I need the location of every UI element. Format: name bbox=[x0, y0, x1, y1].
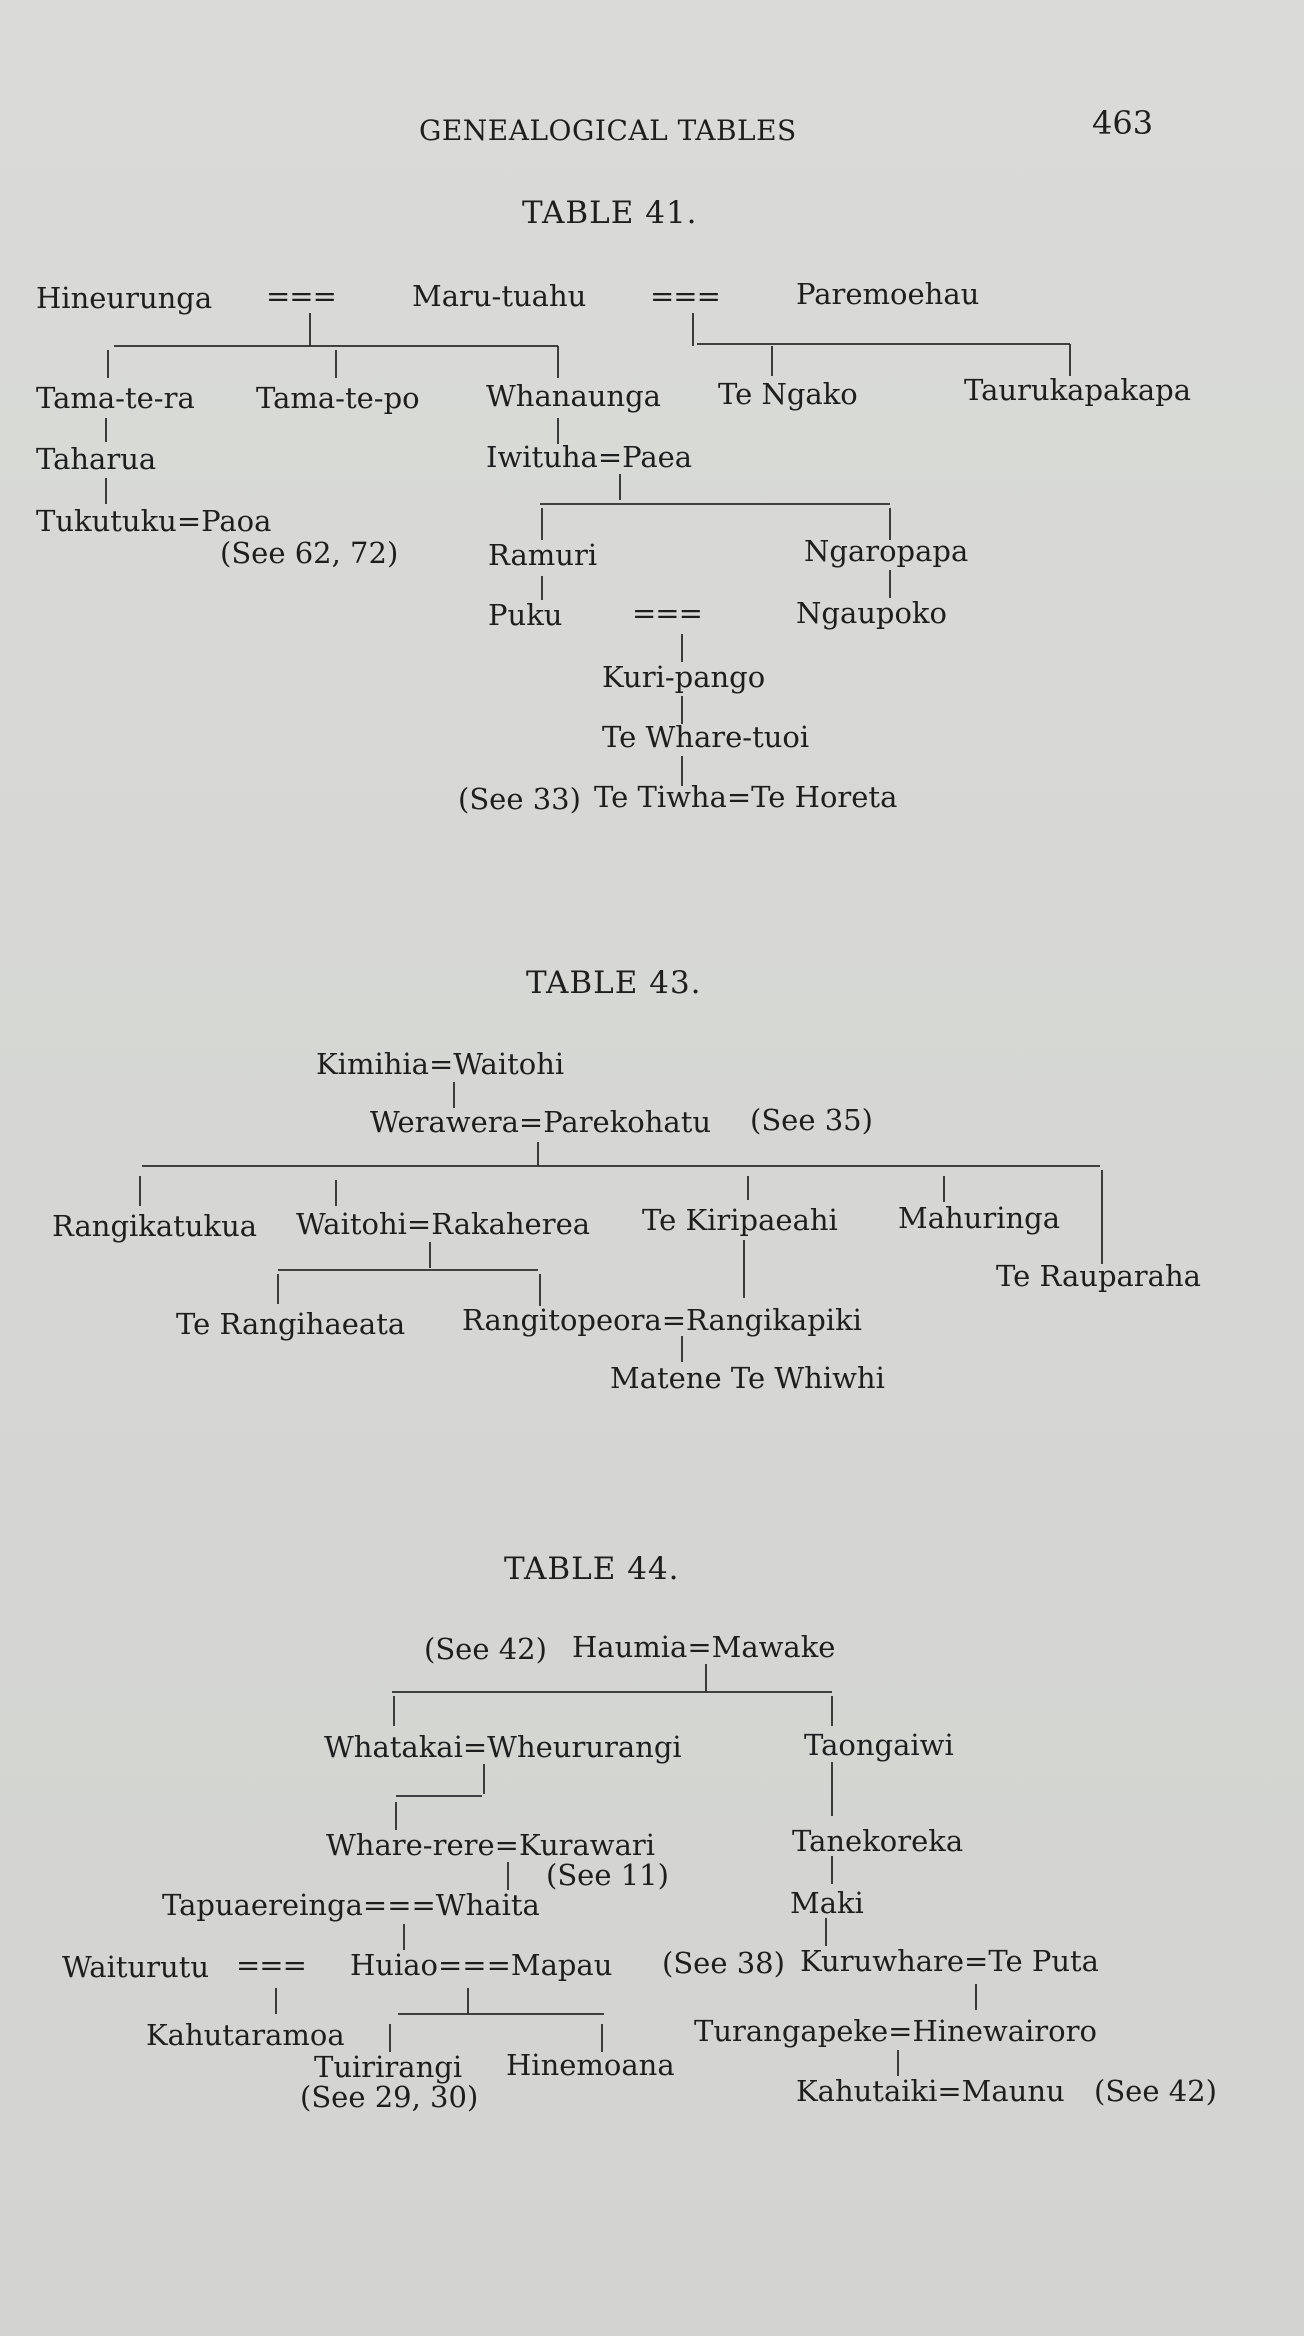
name-tama-te-ra: Tama-te-ra bbox=[36, 381, 195, 415]
name-whanaunga: Whanaunga bbox=[486, 379, 661, 413]
name-whare-rere-kurawari: Whare-rere=Kurawari bbox=[326, 1828, 656, 1862]
cross-ref-42: (See 42) bbox=[424, 1632, 547, 1666]
marriage-symbol: === bbox=[632, 596, 702, 630]
name-tukutuku-paoa: Tukutuku=Paoa bbox=[36, 504, 272, 538]
name-whatakai-wheururangi: Whatakai=Wheururangi bbox=[324, 1730, 682, 1764]
name-huiao-mapau: Huiao===Mapau bbox=[350, 1948, 613, 1982]
name-ramuri: Ramuri bbox=[488, 538, 598, 572]
name-te-ngako: Te Ngako bbox=[718, 377, 858, 411]
name-tama-te-po: Tama-te-po bbox=[256, 381, 420, 415]
name-ngaupoko: Ngaupoko bbox=[796, 596, 947, 630]
marriage-symbol: === bbox=[650, 279, 720, 313]
name-hineurunga: Hineurunga bbox=[36, 281, 213, 315]
name-paremoehau: Paremoehau bbox=[796, 277, 980, 311]
name-haumia-mawake: Haumia=Mawake bbox=[572, 1630, 836, 1664]
name-kuri-pango: Kuri-pango bbox=[602, 660, 766, 694]
name-mahuringa: Mahuringa bbox=[898, 1201, 1061, 1235]
cross-ref-33: (See 33) bbox=[458, 782, 581, 816]
cross-ref-38: (See 38) bbox=[662, 1946, 785, 1980]
name-iwituha-paea: Iwituha=Paea bbox=[486, 440, 693, 474]
name-kahutaramoa: Kahutaramoa bbox=[146, 2018, 345, 2052]
name-rangitopeora-rangikapiki: Rangitopeora=Rangikapiki bbox=[462, 1303, 862, 1337]
name-te-whare-tuoi: Te Whare-tuoi bbox=[602, 720, 810, 754]
name-rangikatukua: Rangikatukua bbox=[52, 1209, 258, 1243]
name-te-rangihaeata: Te Rangihaeata bbox=[176, 1307, 406, 1341]
cross-ref-62-72: (See 62, 72) bbox=[220, 536, 399, 570]
name-taharua: Taharua bbox=[36, 442, 157, 476]
cross-ref-29-30: (See 29, 30) bbox=[300, 2080, 479, 2114]
name-tapuaereinga-whaita: Tapuaereinga===Whaita bbox=[162, 1888, 540, 1922]
name-hinemoana: Hinemoana bbox=[506, 2048, 675, 2082]
name-matene-te-whiwhi: Matene Te Whiwhi bbox=[610, 1361, 885, 1395]
name-tanekoreka: Tanekoreka bbox=[792, 1824, 964, 1858]
name-kuruwhare-te-puta: Kuruwhare=Te Puta bbox=[800, 1944, 1099, 1978]
table-43-title: TABLE 43. bbox=[526, 965, 702, 1001]
table-41-title: TABLE 41. bbox=[522, 195, 698, 231]
name-te-tiwha-te-horeta: Te Tiwha=Te Horeta bbox=[594, 780, 898, 814]
cross-ref-42: (See 42) bbox=[1094, 2074, 1217, 2108]
page-number: 463 bbox=[1092, 104, 1154, 142]
name-kahutaiki-maunu: Kahutaiki=Maunu bbox=[796, 2074, 1065, 2108]
marriage-symbol: === bbox=[236, 1948, 306, 1982]
cross-ref-11: (See 11) bbox=[546, 1858, 669, 1892]
running-header: GENEALOGICAL TABLES bbox=[419, 114, 797, 147]
name-ngaropapa: Ngaropapa bbox=[804, 534, 969, 568]
name-te-rauparaha: Te Rauparaha bbox=[996, 1259, 1201, 1293]
name-taongaiwi: Taongaiwi bbox=[804, 1728, 954, 1762]
name-maki: Maki bbox=[790, 1886, 864, 1920]
name-te-kiripaeahi: Te Kiripaeahi bbox=[642, 1203, 838, 1237]
name-maru-tuahu: Maru-tuahu bbox=[412, 279, 587, 313]
marriage-symbol: === bbox=[266, 279, 336, 313]
name-waiturutu: Waiturutu bbox=[62, 1950, 210, 1984]
name-werawera-parekohatu: Werawera=Parekohatu bbox=[370, 1105, 712, 1139]
name-kimihia-waitohi: Kimihia=Waitohi bbox=[316, 1047, 565, 1081]
name-puku: Puku bbox=[488, 598, 563, 632]
name-taurukapakapa: Taurukapakapa bbox=[964, 373, 1192, 407]
name-turangapeke-hinewairoro: Turangapeke=Hinewairoro bbox=[694, 2014, 1097, 2048]
name-waitohi-rakaherea: Waitohi=Rakaherea bbox=[296, 1207, 591, 1241]
name-tuirirangi: Tuirirangi bbox=[314, 2050, 463, 2084]
cross-ref-35: (See 35) bbox=[750, 1103, 873, 1137]
table-44-title: TABLE 44. bbox=[504, 1551, 680, 1587]
